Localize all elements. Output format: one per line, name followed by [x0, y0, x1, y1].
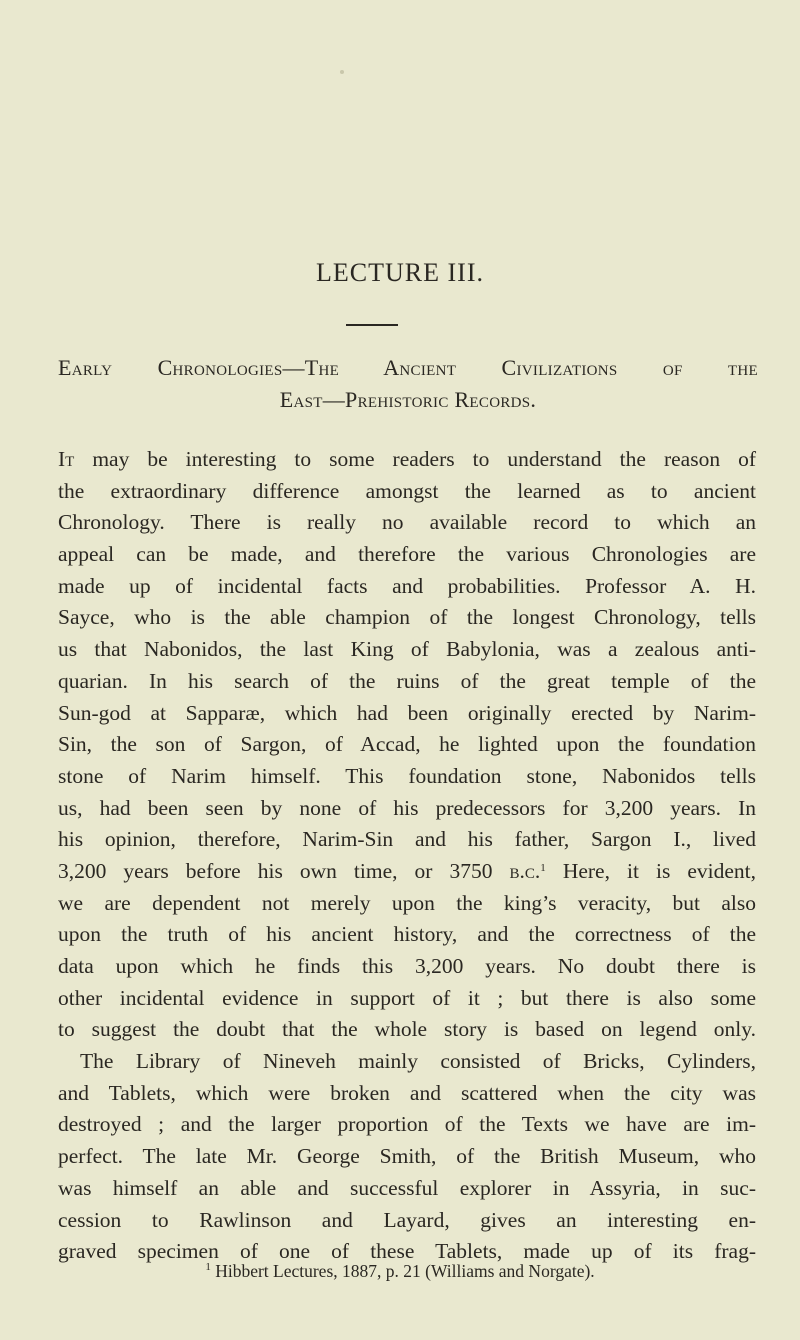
title-rule: [346, 324, 398, 326]
text-line: the extraordinary difference amongst the learned as to ancient: [58, 478, 756, 503]
text-line: stone of Narim himself. This foundation stone, Nabonidos tells: [58, 763, 756, 788]
text-line: was himself an able and successful explorer in Assyria, in suc-: [58, 1175, 756, 1200]
text-line: graved specimen of one of these Tablets, made up of its frag-: [58, 1239, 756, 1264]
text-line: we are dependent not merely upon the king’s veracity, but also: [58, 890, 756, 915]
text-line: cession to Rawlinson and Layard, gives an interesting en-: [58, 1207, 756, 1232]
text-line: us that Nabonidos, the last King of Babylonia, was a zealous anti-: [58, 637, 756, 662]
text-line-indented: The Library of Nineveh mainly consisted of Bricks, Cylinders,: [80, 1049, 756, 1074]
text-line: Sun-god at Sapparæ, which had been originally erected by Narim-: [58, 700, 756, 725]
text-line: quarian. In his search of the ruins of the great temple of the: [58, 668, 756, 693]
footnote-text: Hibbert Lectures, 1887, p. 21 (Williams and Norgate).: [215, 1261, 595, 1281]
text-line: Sin, the son of Sargon, of Accad, he lighted upon the foundation: [58, 732, 756, 757]
text-line: to suggest the doubt that the whole story is based on legend only.: [58, 1017, 756, 1042]
text-line: appeal can be made, and therefore the various Chronologies are: [58, 542, 756, 567]
lecture-title: LECTURE III.: [316, 258, 484, 287]
text-line: Chronology. There is really no available record to which an: [58, 510, 756, 535]
chapter-heading-line-2: East—Prehistoric Records.: [279, 387, 537, 412]
text-line: perfect. The late Mr. George Smith, of the British Museum, who: [58, 1144, 756, 1169]
footnote-marker: 1: [540, 861, 546, 874]
text-line: upon the truth of his ancient history, and the correctness of the: [58, 922, 756, 947]
chapter-heading: [58, 352, 758, 416]
footnote: [0, 1261, 800, 1282]
footnote-number: 1: [205, 1261, 211, 1273]
paper-speck: [340, 70, 344, 74]
text-line: us, had been seen by none of his predecessors for 3,200 years. In: [58, 795, 756, 820]
text-line: Sayce, who is the able champion of the longest Chronology, tells: [58, 605, 756, 630]
text-line: 3,200 years before his own time, or 3750 b.c.$^1$ Here, it is evident,: [58, 858, 756, 883]
text-line: and Tablets, which were broken and scattered when the city was: [58, 1080, 756, 1105]
text-line: It may be interesting to some readers to understand the reason of: [58, 447, 756, 471]
text-line: data upon which he finds this 3,200 years. No doubt there is: [58, 954, 756, 978]
era-abbreviation: b.c.: [509, 858, 541, 883]
text-line: destroyed ; and the larger proportion of the Texts we have are im-: [58, 1112, 756, 1137]
text-line: made up of incidental facts and probabilities. Professor A. H.: [58, 573, 756, 598]
text-line: other incidental evidence in support of it ; but there is also some: [58, 985, 756, 1010]
body-text: [58, 444, 756, 1268]
chapter-heading-line-1: Early Chronologies—The Ancient Civilizations of the: [58, 355, 758, 380]
drop-word: It: [58, 447, 75, 471]
text-line: his opinion, therefore, Narim-Sin and his father, Sargon I., lived: [58, 827, 756, 852]
